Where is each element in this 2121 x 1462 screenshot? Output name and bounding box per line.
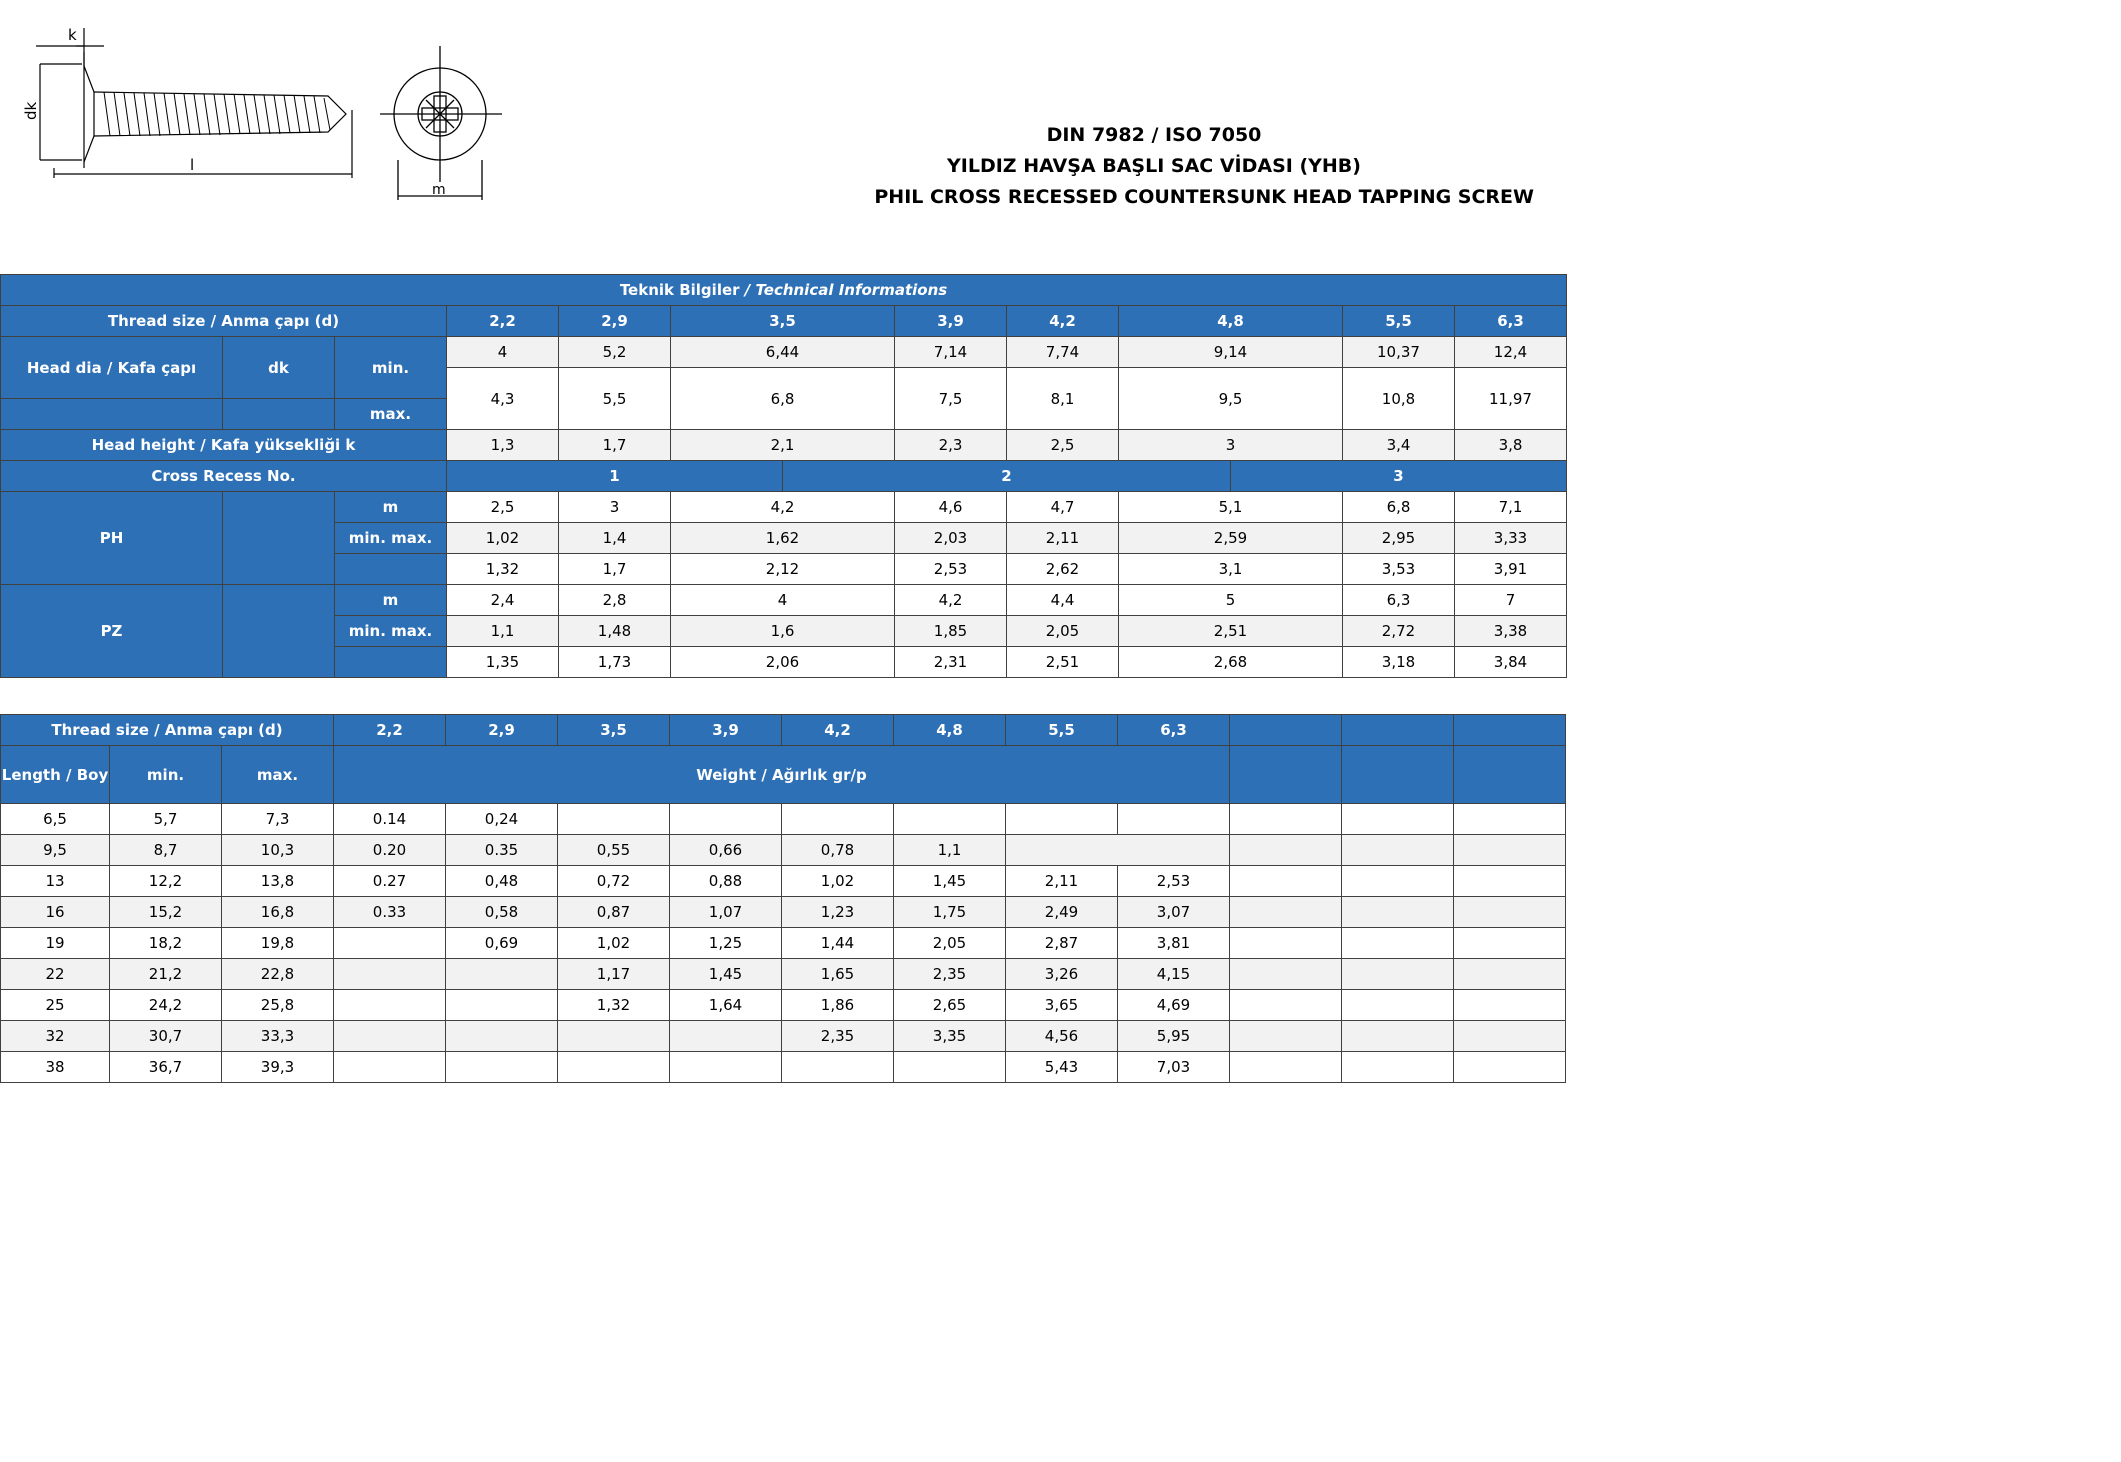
weight-value xyxy=(782,804,894,835)
weight-extra-blank xyxy=(1454,866,1566,897)
pz-max-value: 2,06 xyxy=(671,647,895,678)
weight-value: 4,69 xyxy=(1118,990,1230,1021)
weight-value: 0.14 xyxy=(334,804,446,835)
weight-value xyxy=(1006,804,1118,835)
pz-max-value: 1,35 xyxy=(447,647,559,678)
weight-extra-blank xyxy=(1342,928,1454,959)
weight-value: 2,05 xyxy=(894,928,1006,959)
weight-header-blank xyxy=(1342,746,1454,804)
ph-min-value: 2,59 xyxy=(1119,523,1343,554)
ph-max-value: 3,91 xyxy=(1455,554,1567,585)
weight-label: Weight / Ağırlık gr/p xyxy=(334,746,1230,804)
head-dia-max-value: 6,8 xyxy=(671,368,895,430)
weight-size: 5,5 xyxy=(1006,715,1118,746)
head-height-value: 3 xyxy=(1119,430,1343,461)
weight-value xyxy=(894,804,1006,835)
cross-recess-value: 3 xyxy=(1231,461,1567,492)
weight-value xyxy=(558,804,670,835)
weight-extra-blank xyxy=(1230,959,1342,990)
screw-head-top-view-drawing xyxy=(376,40,508,204)
weight-row xyxy=(1,835,1566,866)
ph-blank xyxy=(223,492,335,585)
pz-max-value: 2,31 xyxy=(895,647,1007,678)
tech-header-italic: / Technical Informations xyxy=(744,281,948,299)
weight-value: 1,32 xyxy=(558,990,670,1021)
weight-row xyxy=(1,928,1566,959)
ph-min-value: 1,4 xyxy=(559,523,671,554)
head-height-value: 3,8 xyxy=(1455,430,1567,461)
weight-extra-blank xyxy=(1454,1052,1566,1083)
weight-extra-blank xyxy=(1342,1052,1454,1083)
weight-extra-blank xyxy=(1342,990,1454,1021)
weight-value xyxy=(446,1021,558,1052)
head-dia-blank xyxy=(1,399,223,430)
length-max-value: 10,3 xyxy=(222,835,334,866)
weight-value: 4,15 xyxy=(1118,959,1230,990)
pz-min-value: 1,6 xyxy=(671,616,895,647)
length-value: 19 xyxy=(1,928,110,959)
weight-value xyxy=(334,1052,446,1083)
weight-size: 4,8 xyxy=(894,715,1006,746)
head-dia-max-value: 7,5 xyxy=(895,368,1007,430)
head-dia-min-value: 10,37 xyxy=(1343,337,1455,368)
weight-value: 1,25 xyxy=(670,928,782,959)
weight-value: 3,26 xyxy=(1006,959,1118,990)
dk-label: dk xyxy=(22,101,40,120)
tech-header-plain: Teknik Bilgiler xyxy=(619,281,740,299)
pz-m-value: 7 xyxy=(1455,585,1567,616)
length-max-value: 39,3 xyxy=(222,1052,334,1083)
weight-value: 0,24 xyxy=(446,804,558,835)
weight-extra-blank xyxy=(1454,959,1566,990)
length-min-value: 12,2 xyxy=(110,866,222,897)
weight-value: 7,03 xyxy=(1118,1052,1230,1083)
weight-extra-blank xyxy=(1230,1021,1342,1052)
weight-value: 2,11 xyxy=(1006,866,1118,897)
weight-value: 1,1 xyxy=(894,835,1006,866)
ph-m-value: 4,2 xyxy=(671,492,895,523)
weight-value: 1,44 xyxy=(782,928,894,959)
weight-extra-blank xyxy=(1342,1021,1454,1052)
length-value: 38 xyxy=(1,1052,110,1083)
weight-value: 0,55 xyxy=(558,835,670,866)
ph-m-label: m xyxy=(335,492,447,523)
weight-value: 0.27 xyxy=(334,866,446,897)
head-height-value: 1,3 xyxy=(447,430,559,461)
weight-value: 1,45 xyxy=(670,959,782,990)
weight-value: 3,35 xyxy=(894,1021,1006,1052)
length-min-value: 24,2 xyxy=(110,990,222,1021)
weight-value: 0,78 xyxy=(782,835,894,866)
head-dia-min-label: min. xyxy=(335,337,447,399)
weight-value: 0,87 xyxy=(558,897,670,928)
head-dia-label: Head dia / Kafa çapı xyxy=(1,337,223,399)
ph-minmax-label: min. max. xyxy=(335,523,447,554)
weight-extra-blank xyxy=(1230,1052,1342,1083)
weight-value: 0,72 xyxy=(558,866,670,897)
weight-header-blank xyxy=(1230,746,1342,804)
title-turkish: YILDIZ HAVŞA BAŞLI SAC VİDASI (YHB) xyxy=(947,155,1361,177)
length-min-value: 30,7 xyxy=(110,1021,222,1052)
weight-thread-size-label: Thread size / Anma çapı (d) xyxy=(1,715,334,746)
length-max-value: 22,8 xyxy=(222,959,334,990)
pz-max-value: 2,68 xyxy=(1119,647,1343,678)
m-label: m xyxy=(432,182,446,198)
head-dia-min-value: 6,44 xyxy=(671,337,895,368)
weight-header-blank xyxy=(1342,715,1454,746)
weight-value: 1,02 xyxy=(558,928,670,959)
weight-row xyxy=(1,959,1566,990)
head-dia-min-value: 7,74 xyxy=(1007,337,1119,368)
weight-size: 2,2 xyxy=(334,715,446,746)
head-dia-max-value: 10,8 xyxy=(1343,368,1455,430)
weight-row xyxy=(1,897,1566,928)
ph-max-value: 1,32 xyxy=(447,554,559,585)
ph-m-value: 2,5 xyxy=(447,492,559,523)
weight-value: 3,07 xyxy=(1118,897,1230,928)
pz-min-value: 2,51 xyxy=(1119,616,1343,647)
head-height-value: 3,4 xyxy=(1343,430,1455,461)
ph-m-value: 6,8 xyxy=(1343,492,1455,523)
weight-value: 1,75 xyxy=(894,897,1006,928)
tech-thread-size-label: Thread size / Anma çapı (d) xyxy=(1,306,447,337)
pz-m-value: 2,4 xyxy=(447,585,559,616)
weight-value: 0,69 xyxy=(446,928,558,959)
weight-extra-blank xyxy=(1230,897,1342,928)
ph-m-value: 3 xyxy=(559,492,671,523)
head-height-value: 2,1 xyxy=(671,430,895,461)
head-height-value: 2,3 xyxy=(895,430,1007,461)
length-min-value: 5,7 xyxy=(110,804,222,835)
ph-m-value: 7,1 xyxy=(1455,492,1567,523)
weight-row xyxy=(1,990,1566,1021)
weight-size: 3,5 xyxy=(558,715,670,746)
weight-value xyxy=(670,1021,782,1052)
pz-max-value: 1,73 xyxy=(559,647,671,678)
weight-value: 1,17 xyxy=(558,959,670,990)
weight-value: 0.33 xyxy=(334,897,446,928)
pz-max-value: 2,51 xyxy=(1007,647,1119,678)
cross-recess-value: 2 xyxy=(783,461,1231,492)
pz-m-value: 4,4 xyxy=(1007,585,1119,616)
weight-value xyxy=(334,1021,446,1052)
weight-value xyxy=(558,1052,670,1083)
weight-value xyxy=(894,1052,1006,1083)
weight-size: 3,9 xyxy=(670,715,782,746)
weight-value: 2,87 xyxy=(1006,928,1118,959)
pz-label: PZ xyxy=(1,585,223,678)
weight-value: 2,35 xyxy=(782,1021,894,1052)
weight-header-blank xyxy=(1454,715,1566,746)
head-dia-max-value: 9,5 xyxy=(1119,368,1343,430)
weight-value: 1,07 xyxy=(670,897,782,928)
length-max-value: 7,3 xyxy=(222,804,334,835)
length-max-label: max. xyxy=(222,746,334,804)
head-height-label: Head height / Kafa yüksekliği k xyxy=(1,430,447,461)
weight-value: 1,65 xyxy=(782,959,894,990)
weight-value xyxy=(334,928,446,959)
weight-row xyxy=(1,804,1566,835)
head-height-value: 2,5 xyxy=(1007,430,1119,461)
weight-value: 1,23 xyxy=(782,897,894,928)
head-dia-max-value: 4,3 xyxy=(447,368,559,430)
weight-value xyxy=(446,1052,558,1083)
ph-min-value: 2,03 xyxy=(895,523,1007,554)
weight-extra-blank xyxy=(1230,928,1342,959)
weight-value xyxy=(446,959,558,990)
weight-value: 2,49 xyxy=(1006,897,1118,928)
tech-size: 3,5 xyxy=(671,306,895,337)
pz-m-value: 6,3 xyxy=(1343,585,1455,616)
ph-m-value: 4,6 xyxy=(895,492,1007,523)
weight-header-blank xyxy=(1230,715,1342,746)
pz-min-value: 2,72 xyxy=(1343,616,1455,647)
ph-max-value: 2,53 xyxy=(895,554,1007,585)
length-max-value: 13,8 xyxy=(222,866,334,897)
weight-value: 4,56 xyxy=(1006,1021,1118,1052)
weight-extra-blank xyxy=(1230,835,1342,866)
pz-m-value: 4 xyxy=(671,585,895,616)
weight-extra-blank xyxy=(1454,990,1566,1021)
screw-side-view-drawing xyxy=(18,18,358,188)
weight-value: 1,02 xyxy=(782,866,894,897)
weight-extra-blank xyxy=(1454,804,1566,835)
cross-recess-label: Cross Recess No. xyxy=(1,461,447,492)
length-max-value: 25,8 xyxy=(222,990,334,1021)
tech-size: 2,9 xyxy=(559,306,671,337)
length-value: 25 xyxy=(1,990,110,1021)
ph-max-blank xyxy=(335,554,447,585)
weight-extra-blank xyxy=(1230,990,1342,1021)
title-english: PHIL CROSS RECESSED COUNTERSUNK HEAD TAPPING SCREW xyxy=(874,186,1534,208)
weight-table xyxy=(0,714,1566,1083)
weight-value: 1,64 xyxy=(670,990,782,1021)
head-dia-min-value: 4 xyxy=(447,337,559,368)
weight-value xyxy=(334,959,446,990)
weight-value: 3,65 xyxy=(1006,990,1118,1021)
head-dia-min-value: 12,4 xyxy=(1455,337,1567,368)
weight-value-empty xyxy=(1006,835,1230,866)
weight-size: 2,9 xyxy=(446,715,558,746)
pz-min-value: 3,38 xyxy=(1455,616,1567,647)
tech-size: 3,9 xyxy=(895,306,1007,337)
pz-blank xyxy=(223,585,335,678)
tech-table-header xyxy=(1,275,1567,306)
l-label: l xyxy=(190,156,195,174)
k-label: k xyxy=(68,26,77,44)
length-value: 16 xyxy=(1,897,110,928)
weight-value: 0,66 xyxy=(670,835,782,866)
ph-m-value: 4,7 xyxy=(1007,492,1119,523)
length-value: 9,5 xyxy=(1,835,110,866)
tech-size: 4,2 xyxy=(1007,306,1119,337)
weight-extra-blank xyxy=(1230,804,1342,835)
weight-value: 5,95 xyxy=(1118,1021,1230,1052)
weight-value: 2,53 xyxy=(1118,866,1230,897)
ph-min-value: 1,02 xyxy=(447,523,559,554)
weight-value xyxy=(558,1021,670,1052)
pz-minmax-label: min. max. xyxy=(335,616,447,647)
length-min-label: min. xyxy=(110,746,222,804)
weight-size: 4,2 xyxy=(782,715,894,746)
length-value: 22 xyxy=(1,959,110,990)
weight-value: 2,35 xyxy=(894,959,1006,990)
weight-value xyxy=(334,990,446,1021)
technical-info-table xyxy=(0,274,1567,678)
document-title xyxy=(774,120,1534,213)
pz-min-value: 2,05 xyxy=(1007,616,1119,647)
weight-value: 1,45 xyxy=(894,866,1006,897)
weight-extra-blank xyxy=(1230,866,1342,897)
weight-extra-blank xyxy=(1454,928,1566,959)
weight-value xyxy=(670,804,782,835)
length-max-value: 16,8 xyxy=(222,897,334,928)
dk-label: dk xyxy=(223,337,335,399)
pz-m-value: 5 xyxy=(1119,585,1343,616)
weight-value: 0,88 xyxy=(670,866,782,897)
ph-max-value: 1,7 xyxy=(559,554,671,585)
weight-row xyxy=(1,1052,1566,1083)
pz-m-value: 4,2 xyxy=(895,585,1007,616)
length-min-value: 18,2 xyxy=(110,928,222,959)
head-dia-max-label: max. xyxy=(335,399,447,430)
weight-extra-blank xyxy=(1342,804,1454,835)
head-height-value: 1,7 xyxy=(559,430,671,461)
ph-label: PH xyxy=(1,492,223,585)
weight-size: 6,3 xyxy=(1118,715,1230,746)
weight-extra-blank xyxy=(1454,835,1566,866)
weight-value: 0,58 xyxy=(446,897,558,928)
weight-value: 3,81 xyxy=(1118,928,1230,959)
weight-extra-blank xyxy=(1342,835,1454,866)
weight-value: 1,86 xyxy=(782,990,894,1021)
tech-size: 2,2 xyxy=(447,306,559,337)
weight-value: 0,48 xyxy=(446,866,558,897)
title-standard: DIN 7982 / ISO 7050 xyxy=(1046,124,1262,146)
weight-value xyxy=(670,1052,782,1083)
length-value: 32 xyxy=(1,1021,110,1052)
weight-value xyxy=(446,990,558,1021)
weight-value: 2,65 xyxy=(894,990,1006,1021)
head-dia-min-value: 9,14 xyxy=(1119,337,1343,368)
weight-extra-blank xyxy=(1342,959,1454,990)
weight-value: 0.35 xyxy=(446,835,558,866)
ph-min-value: 1,62 xyxy=(671,523,895,554)
weight-value xyxy=(1118,804,1230,835)
weight-extra-blank xyxy=(1342,897,1454,928)
ph-max-value: 3,1 xyxy=(1119,554,1343,585)
tech-size: 4,8 xyxy=(1119,306,1343,337)
head-dia-max-value: 11,97 xyxy=(1455,368,1567,430)
length-min-value: 36,7 xyxy=(110,1052,222,1083)
ph-max-value: 3,53 xyxy=(1343,554,1455,585)
pz-max-value: 3,18 xyxy=(1343,647,1455,678)
length-min-value: 15,2 xyxy=(110,897,222,928)
pz-min-value: 1,48 xyxy=(559,616,671,647)
head-dia-blank xyxy=(223,399,335,430)
weight-value: 5,43 xyxy=(1006,1052,1118,1083)
pz-min-value: 1,85 xyxy=(895,616,1007,647)
weight-header-blank xyxy=(1454,746,1566,804)
ph-min-value: 2,11 xyxy=(1007,523,1119,554)
length-max-value: 19,8 xyxy=(222,928,334,959)
ph-max-value: 2,12 xyxy=(671,554,895,585)
weight-value: 0.20 xyxy=(334,835,446,866)
weight-row xyxy=(1,866,1566,897)
head-dia-min-value: 7,14 xyxy=(895,337,1007,368)
pz-m-label: m xyxy=(335,585,447,616)
weight-value xyxy=(782,1052,894,1083)
ph-max-value: 2,62 xyxy=(1007,554,1119,585)
head-dia-min-value: 5,2 xyxy=(559,337,671,368)
weight-extra-blank xyxy=(1454,1021,1566,1052)
ph-min-value: 3,33 xyxy=(1455,523,1567,554)
length-label: Length / Boy xyxy=(1,746,110,804)
pz-m-value: 2,8 xyxy=(559,585,671,616)
cross-recess-value: 1 xyxy=(447,461,783,492)
weight-row xyxy=(1,1021,1566,1052)
pz-max-blank xyxy=(335,647,447,678)
weight-extra-blank xyxy=(1342,866,1454,897)
tech-size: 5,5 xyxy=(1343,306,1455,337)
pz-min-value: 1,1 xyxy=(447,616,559,647)
ph-m-value: 5,1 xyxy=(1119,492,1343,523)
head-dia-max-value: 5,5 xyxy=(559,368,671,430)
length-value: 6,5 xyxy=(1,804,110,835)
length-min-value: 8,7 xyxy=(110,835,222,866)
length-max-value: 33,3 xyxy=(222,1021,334,1052)
weight-extra-blank xyxy=(1454,897,1566,928)
length-value: 13 xyxy=(1,866,110,897)
weight-table-body xyxy=(1,804,1566,1083)
length-min-value: 21,2 xyxy=(110,959,222,990)
tech-size: 6,3 xyxy=(1455,306,1567,337)
head-dia-max-value: 8,1 xyxy=(1007,368,1119,430)
ph-min-value: 2,95 xyxy=(1343,523,1455,554)
pz-max-value: 3,84 xyxy=(1455,647,1567,678)
